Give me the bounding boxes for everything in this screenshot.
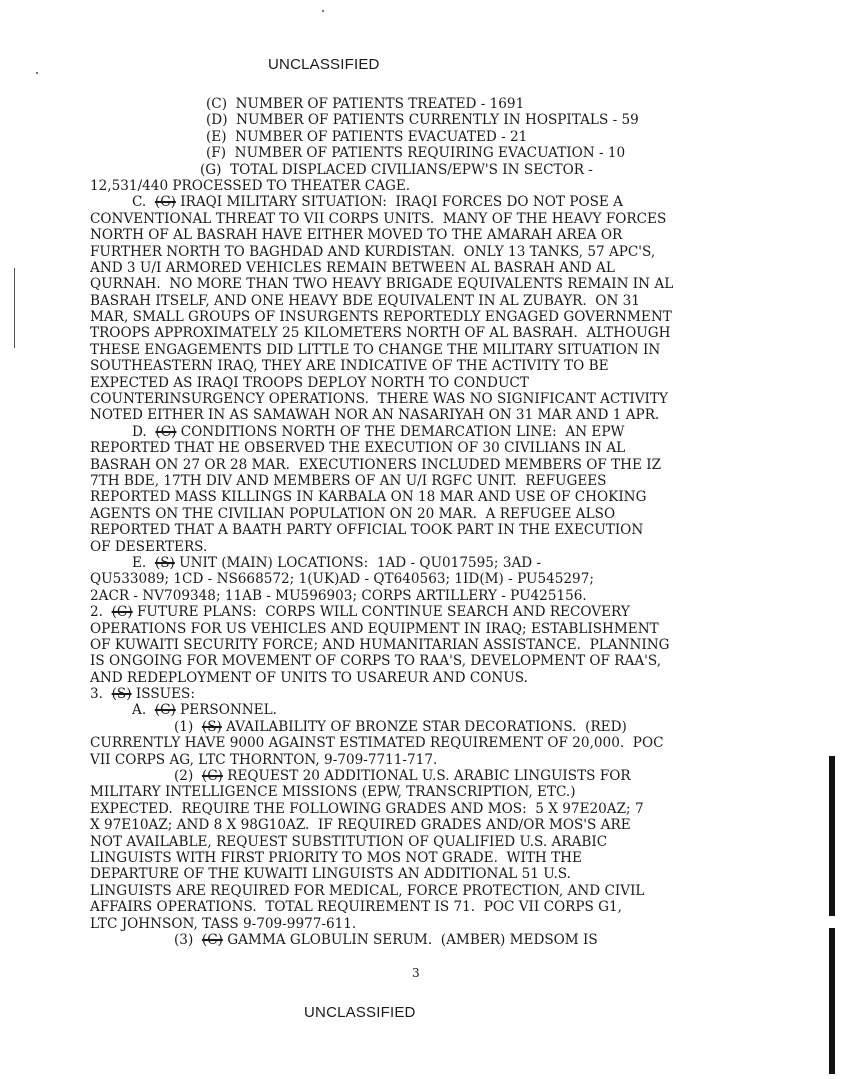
text-line: 2ACR - NV709348; 11AB - MU596903; CORPS ARTILLERY - PU425156. (90, 587, 587, 604)
text-line: OF KUWAITI SECURITY FORCE; AND HUMANITARIAN ASSISTANCE. PLANNING (90, 636, 670, 653)
text-line: X 97E10AZ; AND 8 X 98G10AZ. IF REQUIRED GRADES AND/OR MOS'S ARE (90, 817, 631, 834)
text-line: REPORTED THAT A BAATH PARTY OFFICIAL TOOK PART IN THE EXECUTION (90, 522, 644, 539)
para-title: FUTURE PLANS: CORPS WILL CONTINUE SEARCH AND RECOVERY (136, 604, 630, 621)
classification-header: UNCLASSIFIED (268, 56, 380, 73)
para-number: 2. (90, 604, 112, 621)
para-title: IRAQI MILITARY SITUATION: IRAQI FORCES DO NOT POSE A (180, 194, 623, 211)
text-line: MAR, SMALL GROUPS OF INSURGENTS REPORTEDLY ENGAGED GOVERNMENT (90, 309, 672, 326)
subpara-title: REQUEST 20 ADDITIONAL U.S. ARABIC LINGUISTS FOR (227, 768, 631, 785)
classification-marking: (S) (154, 554, 175, 571)
page-number: 3 (412, 966, 420, 980)
stat-line: (E) NUMBER OF PATIENTS EVACUATED - 21 (206, 128, 528, 145)
text-line: NORTH OF AL BASRAH HAVE EITHER MOVED TO THE AMARAH AREA OR (90, 227, 623, 244)
stat-line: (F) NUMBER OF PATIENTS REQUIRING EVACUATION - 10 (206, 145, 626, 162)
scan-edge-bar (829, 928, 835, 1074)
margin-line (14, 268, 15, 348)
document-body (90, 96, 810, 948)
stat-line: (G) TOTAL DISPLACED CIVILIANS/EPW'S IN SECTOR - (200, 161, 593, 178)
subpara-number: (3) (174, 931, 202, 948)
text-line: 12,531/440 PROCESSED TO THEATER CAGE. (90, 177, 411, 194)
classification-marking: (C) (154, 194, 176, 211)
subpara-number: (1) (174, 718, 202, 735)
subpara-title: AVAILABILITY OF BRONZE STAR DECORATIONS. (RED) (226, 718, 627, 735)
text-line: OF DESERTERS. (90, 538, 208, 555)
text-line: AND REDEPLOYMENT OF UNITS TO USAREUR AND CONUS. (90, 669, 528, 686)
text-line: EXPECTED. REQUIRE THE FOLLOWING GRADES AND MOS: 5 X 97E20AZ; 7 (90, 800, 644, 817)
para-number: 3. (90, 686, 112, 703)
classification-marking: (S) (201, 718, 222, 735)
text-line: LINGUISTS ARE REQUIRED FOR MEDICAL, FORCE PROTECTION, AND CIVIL (90, 882, 645, 899)
para-title: ISSUES: (135, 686, 195, 703)
text-line: QU533089; 1CD - NS668572; 1(UK)AD - QT640563; 1ID(M) - PU545297; (90, 571, 594, 588)
scan-speck (36, 72, 38, 74)
paragraph-heading (90, 702, 810, 718)
text-line: LTC JOHNSON, TASS 9-709-9977-611. (90, 915, 357, 932)
stat-line: (D) NUMBER OF PATIENTS CURRENTLY IN HOSPITALS - 59 (206, 112, 639, 129)
text-line: EXPECTED AS IRAQI TROOPS DEPLOY NORTH TO CONDUCT (90, 374, 529, 391)
classification-marking: (C) (155, 423, 177, 440)
text-line: BASRAH ON 27 OR 28 MAR. EXECUTIONERS INCLUDED MEMBERS OF THE IZ (90, 456, 662, 473)
paragraph-heading (90, 686, 810, 702)
stat-line: (C) NUMBER OF PATIENTS TREATED - 1691 (206, 96, 525, 112)
classification-footer: UNCLASSIFIED (304, 1004, 416, 1021)
text-line: FURTHER NORTH TO BAGHDAD AND KURDISTAN. ONLY 13 TANKS, 57 APC'S, (90, 243, 656, 260)
text-line: LINGUISTS WITH FIRST PRIORITY TO MOS NOT GRADE. WITH THE (90, 849, 582, 866)
para-title: UNIT (MAIN) LOCATIONS: 1AD - QU017595; 3AD - (179, 554, 542, 571)
text-line: BASRAH ITSELF, AND ONE HEAVY BDE EQUIVALENT IN AL ZUBAYR. ON 31 (90, 292, 640, 309)
para-letter: C. (132, 194, 155, 211)
text-line: MILITARY INTELLIGENCE MISSIONS (EPW, TRANSCRIPTION, ETC.) (90, 784, 576, 801)
text-line: NOTED EITHER IN AS SAMAWAH NOR AN NASARIYAH ON 31 MAR AND 1 APR. (90, 407, 660, 424)
para-title: PERSONNEL. (180, 702, 277, 719)
classification-marking: (S) (111, 686, 132, 703)
paragraph-heading (90, 194, 810, 210)
text-line: COUNTERINSURGENCY OPERATIONS. THERE WAS NO SIGNIFICANT ACTIVITY (90, 391, 668, 408)
text-line: IS ONGOING FOR MOVEMENT OF CORPS TO RAA'S, DEVELOPMENT OF RAA'S, (90, 653, 662, 670)
text-line: AGENTS ON THE CIVILIAN POPULATION ON 20 MAR. A REFUGEE ALSO (90, 505, 616, 522)
subparagraph-heading (90, 768, 810, 784)
subpara-title: GAMMA GLOBULIN SERUM. (AMBER) MEDSOM IS (227, 931, 598, 948)
classification-marking: (C) (201, 768, 223, 785)
subparagraph-heading (90, 932, 810, 948)
text-line: QURNAH. NO MORE THAN TWO HEAVY BRIGADE EQUIVALENTS REMAIN IN AL (90, 276, 674, 293)
para-letter: E. (132, 554, 155, 571)
classification-marking: (C) (201, 931, 223, 948)
text-line: CONVENTIONAL THREAT TO VII CORPS UNITS. MANY OF THE HEAVY FORCES (90, 210, 667, 227)
text-line: REPORTED THAT HE OBSERVED THE EXECUTION OF 30 CIVILIANS IN AL (90, 440, 626, 457)
text-line: CURRENTLY HAVE 9000 AGAINST ESTIMATED REQUIREMENT OF 20,000. POC (90, 735, 664, 752)
para-letter: A. (132, 702, 155, 719)
scan-speck (322, 10, 324, 12)
text-line: NOT AVAILABLE, REQUEST SUBSTITUTION OF QUALIFIED U.S. ARABIC (90, 833, 608, 850)
text-line: AND 3 U/I ARMORED VEHICLES REMAIN BETWEEN AL BASRAH AND AL (90, 259, 615, 276)
text-line: OPERATIONS FOR US VEHICLES AND EQUIPMENT IN IRAQ; ESTABLISHMENT (90, 620, 659, 637)
classification-marking: (C) (154, 702, 176, 719)
para-letter: D. (132, 423, 156, 440)
classification-marking: (C) (111, 604, 133, 621)
text-line: AFFAIRS OPERATIONS. TOTAL REQUIREMENT IS 71. POC VII CORPS G1, (90, 899, 623, 916)
text-line: THESE ENGAGEMENTS DID LITTLE TO CHANGE THE MILITARY SITUATION IN (90, 341, 661, 358)
paragraph-heading (90, 424, 810, 440)
text-line: SOUTHEASTERN IRAQ, THEY ARE INDICATIVE OF THE ACTIVITY TO BE (90, 358, 609, 375)
subpara-number: (2) (174, 768, 202, 785)
scan-edge-bar (829, 756, 835, 916)
para-title: CONDITIONS NORTH OF THE DEMARCATION LINE: AN EPW (180, 423, 625, 440)
subparagraph-heading (90, 719, 810, 735)
paragraph-heading (90, 555, 810, 571)
text-line: REPORTED MASS KILLINGS IN KARBALA ON 18 MAR AND USE OF CHOKING (90, 489, 647, 506)
text-line: TROOPS APPROXIMATELY 25 KILOMETERS NORTH OF AL BASRAH. ALTHOUGH (90, 325, 671, 342)
text-line: 7TH BDE, 17TH DIV AND MEMBERS OF AN U/I RGFC UNIT. REFUGEES (90, 472, 607, 489)
paragraph-heading (90, 604, 810, 620)
text-line: DEPARTURE OF THE KUWAITI LINGUISTS AN ADDITIONAL 51 U.S. (90, 866, 571, 883)
text-line: VII CORPS AG, LTC THORNTON, 9-709-7711-717. (90, 751, 438, 768)
